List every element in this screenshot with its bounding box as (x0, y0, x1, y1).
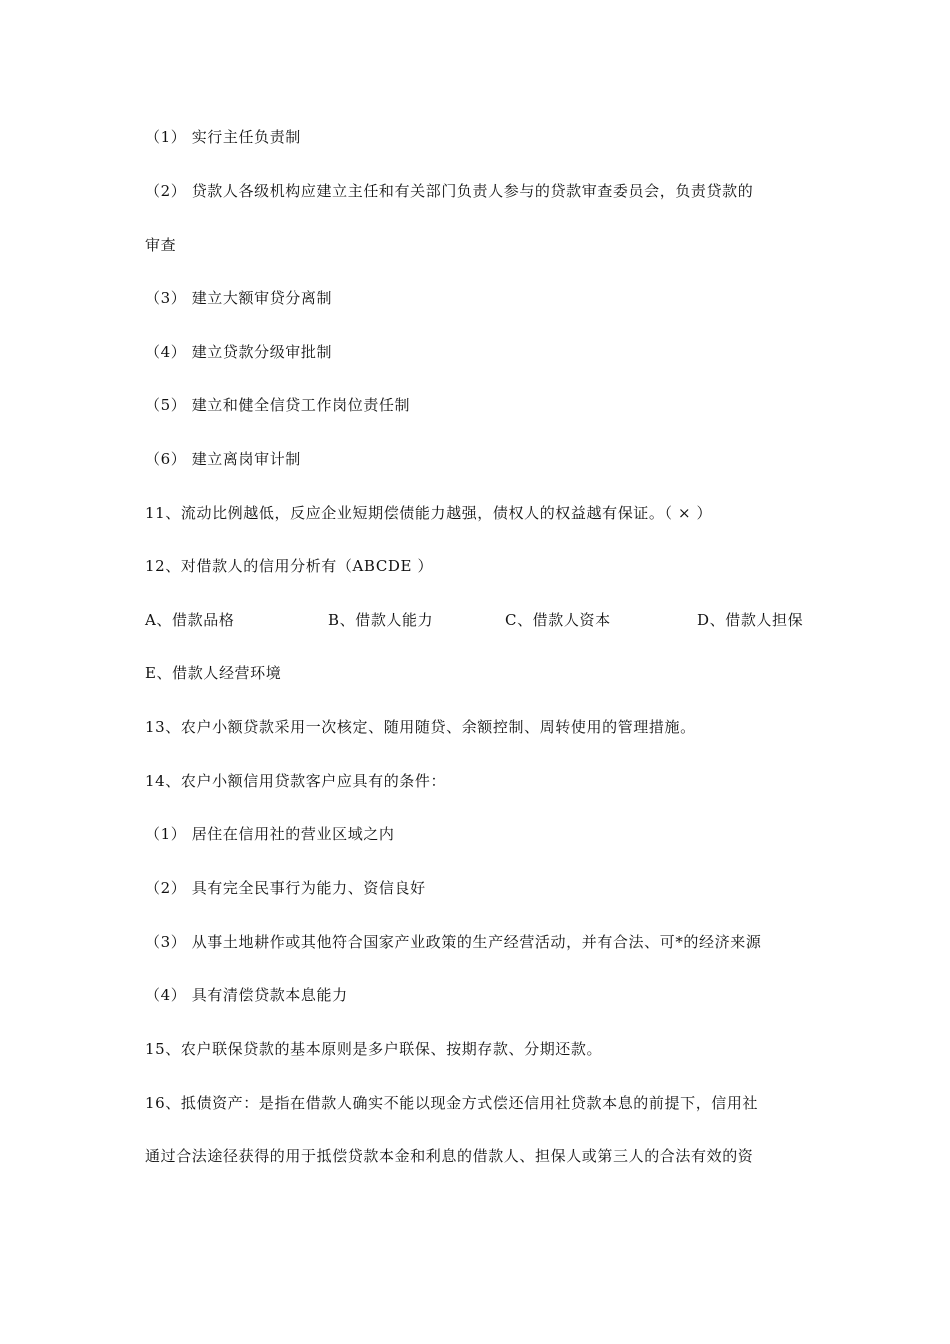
question-16: 16、抵债资产：是指在借款人确实不能以现金方式偿还信用社贷款本息的前提下，信用社 (145, 1094, 759, 1112)
question-16-continued: 通过合法途径获得的用于抵偿贷款本金和利息的借款人、担保人或第三人的合法有效的资 (145, 1147, 754, 1165)
condition-1: （1） 居住在信用社的营业区域之内 (145, 825, 395, 843)
condition-4: （4） 具有清偿贷款本息能力 (145, 986, 348, 1004)
condition-2: （2） 具有完全民事行为能力、资信良好 (145, 879, 426, 897)
option-b: B、借款人能力 (328, 611, 434, 629)
option-a: A、借款品格 (145, 611, 235, 629)
option-e: E、借款人经营环境 (145, 664, 282, 682)
list-item-1: （1） 实行主任负责制 (145, 128, 301, 146)
list-item-4: （4） 建立贷款分级审批制 (145, 343, 333, 361)
question-11: 11、流动比例越低，反应企业短期偿债能力越强，债权人的权益越有保证。（ × ） (145, 504, 713, 522)
option-d: D、借款人担保 (697, 611, 804, 629)
option-c: C、借款人资本 (505, 611, 611, 629)
list-item-5: （5） 建立和健全信贷工作岗位责任制 (145, 396, 411, 414)
list-item-3: （3） 建立大额审贷分离制 (145, 289, 333, 307)
question-12: 12、对借款人的信用分析有（ABCDE ） (145, 557, 434, 575)
list-item-2-continued: 审查 (145, 236, 177, 254)
list-item-2: （2） 贷款人各级机构应建立主任和有关部门负责人参与的贷款审查委员会，负责贷款的 (145, 182, 754, 200)
question-13: 13、农户小额贷款采用一次核定、随用随贷、余额控制、周转使用的管理措施。 (145, 718, 696, 736)
question-15: 15、农户联保贷款的基本原则是多户联保、按期存款、分期还款。 (145, 1040, 603, 1058)
list-item-6: （6） 建立离岗审计制 (145, 450, 301, 468)
condition-3: （3） 从事土地耕作或其他符合国家产业政策的生产经营活动，并有合法、可*的经济来源 (145, 933, 762, 951)
question-14: 14、农户小额信用贷款客户应具有的条件： (145, 772, 447, 790)
